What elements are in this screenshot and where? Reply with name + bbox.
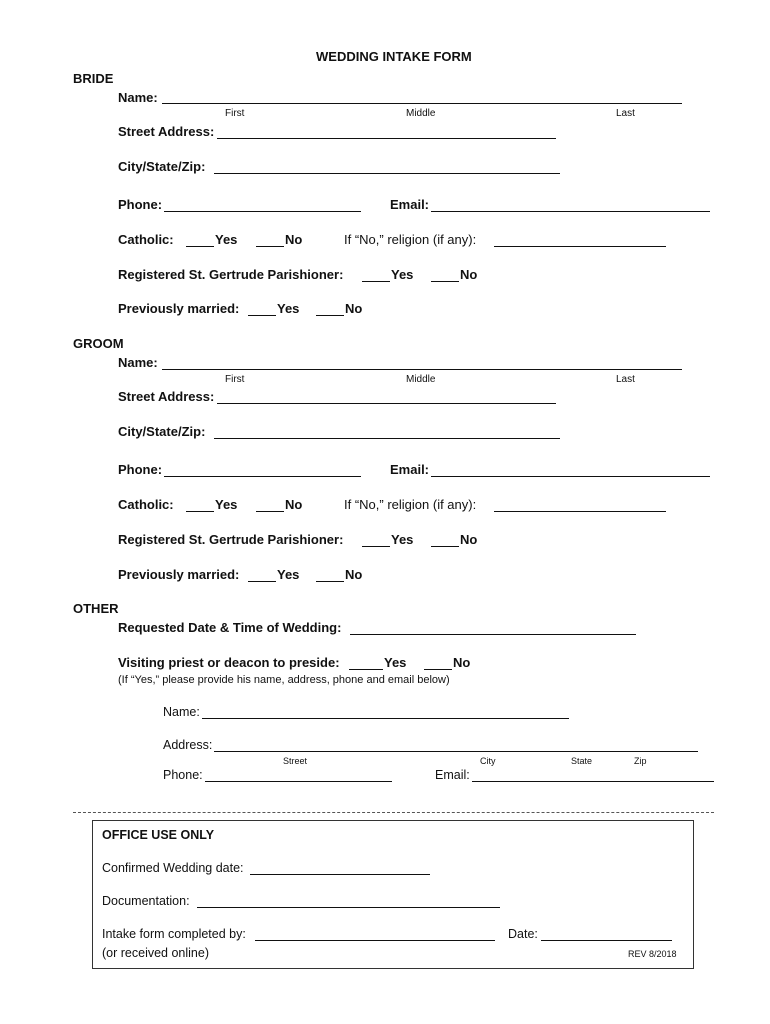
visiting-priest-no: No xyxy=(453,655,471,670)
priest-address-field[interactable] xyxy=(214,751,698,752)
bride-married-no: No xyxy=(345,301,363,316)
completed-by-field[interactable] xyxy=(255,940,495,941)
bride-heading: BRIDE xyxy=(73,71,114,86)
bride-religion-label: If “No,” religion (if any): xyxy=(344,232,477,247)
groom-catholic-no-blank[interactable] xyxy=(256,511,284,512)
groom-married-no: No xyxy=(345,567,363,582)
bride-parishioner-no-blank[interactable] xyxy=(431,281,459,282)
bride-catholic-yes: Yes xyxy=(215,232,238,247)
bride-parishioner-label: Registered St. Gertrude Parishioner: xyxy=(118,267,344,282)
groom-phone-label: Phone: xyxy=(118,462,163,477)
groom-heading: GROOM xyxy=(73,336,124,351)
groom-parishioner-yes: Yes xyxy=(391,532,414,547)
bride-parishioner-no: No xyxy=(460,267,478,282)
groom-city-label: City/State/Zip: xyxy=(118,424,206,439)
visiting-priest-no-blank[interactable] xyxy=(424,669,452,670)
priest-name-label: Name: xyxy=(163,705,200,719)
bride-phone-label: Phone: xyxy=(118,197,163,212)
section-divider xyxy=(73,812,714,813)
groom-name-label: Name: xyxy=(118,355,158,370)
office-date-field[interactable] xyxy=(541,940,672,941)
bride-name-field[interactable] xyxy=(162,103,682,104)
wedding-date-field[interactable] xyxy=(350,634,636,635)
groom-parishioner-label: Registered St. Gertrude Parishioner: xyxy=(118,532,344,547)
bride-married-no-blank[interactable] xyxy=(316,315,344,316)
priest-name-field[interactable] xyxy=(202,718,569,719)
bride-religion-field[interactable] xyxy=(494,246,666,247)
groom-phone-field[interactable] xyxy=(164,476,361,477)
groom-city-field[interactable] xyxy=(214,438,560,439)
bride-married-yes: Yes xyxy=(277,301,300,316)
groom-name-field[interactable] xyxy=(162,369,682,370)
priest-phone-field[interactable] xyxy=(205,781,392,782)
priest-address-label: Address: xyxy=(163,738,213,752)
bride-parishioner-yes-blank[interactable] xyxy=(362,281,390,282)
address-zip-caption: Zip xyxy=(634,756,647,766)
bride-catholic-yes-blank[interactable] xyxy=(186,246,214,247)
office-date-label: Date: xyxy=(508,927,538,941)
priest-phone-label: Phone: xyxy=(163,768,203,782)
other-heading: OTHER xyxy=(73,601,119,616)
groom-religion-field[interactable] xyxy=(494,511,666,512)
groom-catholic-no: No xyxy=(285,497,303,512)
form-title: WEDDING INTAKE FORM xyxy=(316,49,472,64)
wedding-date-label: Requested Date & Time of Wedding: xyxy=(118,620,342,635)
bride-catholic-no: No xyxy=(285,232,303,247)
bride-city-field[interactable] xyxy=(214,173,560,174)
bride-name-label: Name: xyxy=(118,90,158,105)
confirmed-date-label: Confirmed Wedding date: xyxy=(102,861,244,875)
completed-by-label: Intake form completed by: xyxy=(102,927,246,941)
groom-street-field[interactable] xyxy=(217,403,556,404)
bride-phone-field[interactable] xyxy=(164,211,361,212)
groom-street-label: Street Address: xyxy=(118,389,215,404)
groom-catholic-yes: Yes xyxy=(215,497,238,512)
groom-married-label: Previously married: xyxy=(118,567,240,582)
groom-email-label: Email: xyxy=(390,462,430,477)
bride-last-caption: Last xyxy=(616,108,635,119)
groom-married-no-blank[interactable] xyxy=(316,581,344,582)
address-state-caption: State xyxy=(571,756,593,766)
bride-parishioner-yes: Yes xyxy=(391,267,414,282)
groom-married-yes: Yes xyxy=(277,567,300,582)
revision-label: REV 8/2018 xyxy=(628,949,677,959)
priest-email-label: Email: xyxy=(435,768,470,782)
groom-last-caption: Last xyxy=(616,374,635,385)
bride-email-label: Email: xyxy=(390,197,430,212)
groom-religion-label: If “No,” religion (if any): xyxy=(344,497,477,512)
visiting-priest-note: (If “Yes,” please provide his name, address, phone and email below) xyxy=(118,674,450,686)
bride-catholic-label: Catholic: xyxy=(118,232,174,247)
address-city-caption: City xyxy=(480,756,496,766)
bride-first-caption: First xyxy=(225,108,245,119)
received-online-label: (or received online) xyxy=(102,946,209,960)
groom-married-yes-blank[interactable] xyxy=(248,581,276,582)
bride-middle-caption: Middle xyxy=(406,108,436,119)
groom-parishioner-no: No xyxy=(460,532,478,547)
visiting-priest-yes: Yes xyxy=(384,655,407,670)
groom-middle-caption: Middle xyxy=(406,374,436,385)
groom-parishioner-yes-blank[interactable] xyxy=(362,546,390,547)
visiting-priest-yes-blank[interactable] xyxy=(349,669,383,670)
confirmed-date-field[interactable] xyxy=(250,874,430,875)
bride-married-yes-blank[interactable] xyxy=(248,315,276,316)
groom-first-caption: First xyxy=(225,374,245,385)
documentation-field[interactable] xyxy=(197,907,500,908)
bride-city-label: City/State/Zip: xyxy=(118,159,206,174)
bride-email-field[interactable] xyxy=(431,211,710,212)
groom-email-field[interactable] xyxy=(431,476,710,477)
bride-street-label: Street Address: xyxy=(118,124,215,139)
priest-email-field[interactable] xyxy=(472,781,714,782)
groom-parishioner-no-blank[interactable] xyxy=(431,546,459,547)
bride-married-label: Previously married: xyxy=(118,301,240,316)
address-street-caption: Street xyxy=(283,756,308,766)
bride-catholic-no-blank[interactable] xyxy=(256,246,284,247)
groom-catholic-yes-blank[interactable] xyxy=(186,511,214,512)
bride-street-field[interactable] xyxy=(217,138,556,139)
visiting-priest-label: Visiting priest or deacon to preside: xyxy=(118,655,340,670)
groom-catholic-label: Catholic: xyxy=(118,497,174,512)
office-heading: OFFICE USE ONLY xyxy=(102,828,215,842)
documentation-label: Documentation: xyxy=(102,894,190,908)
